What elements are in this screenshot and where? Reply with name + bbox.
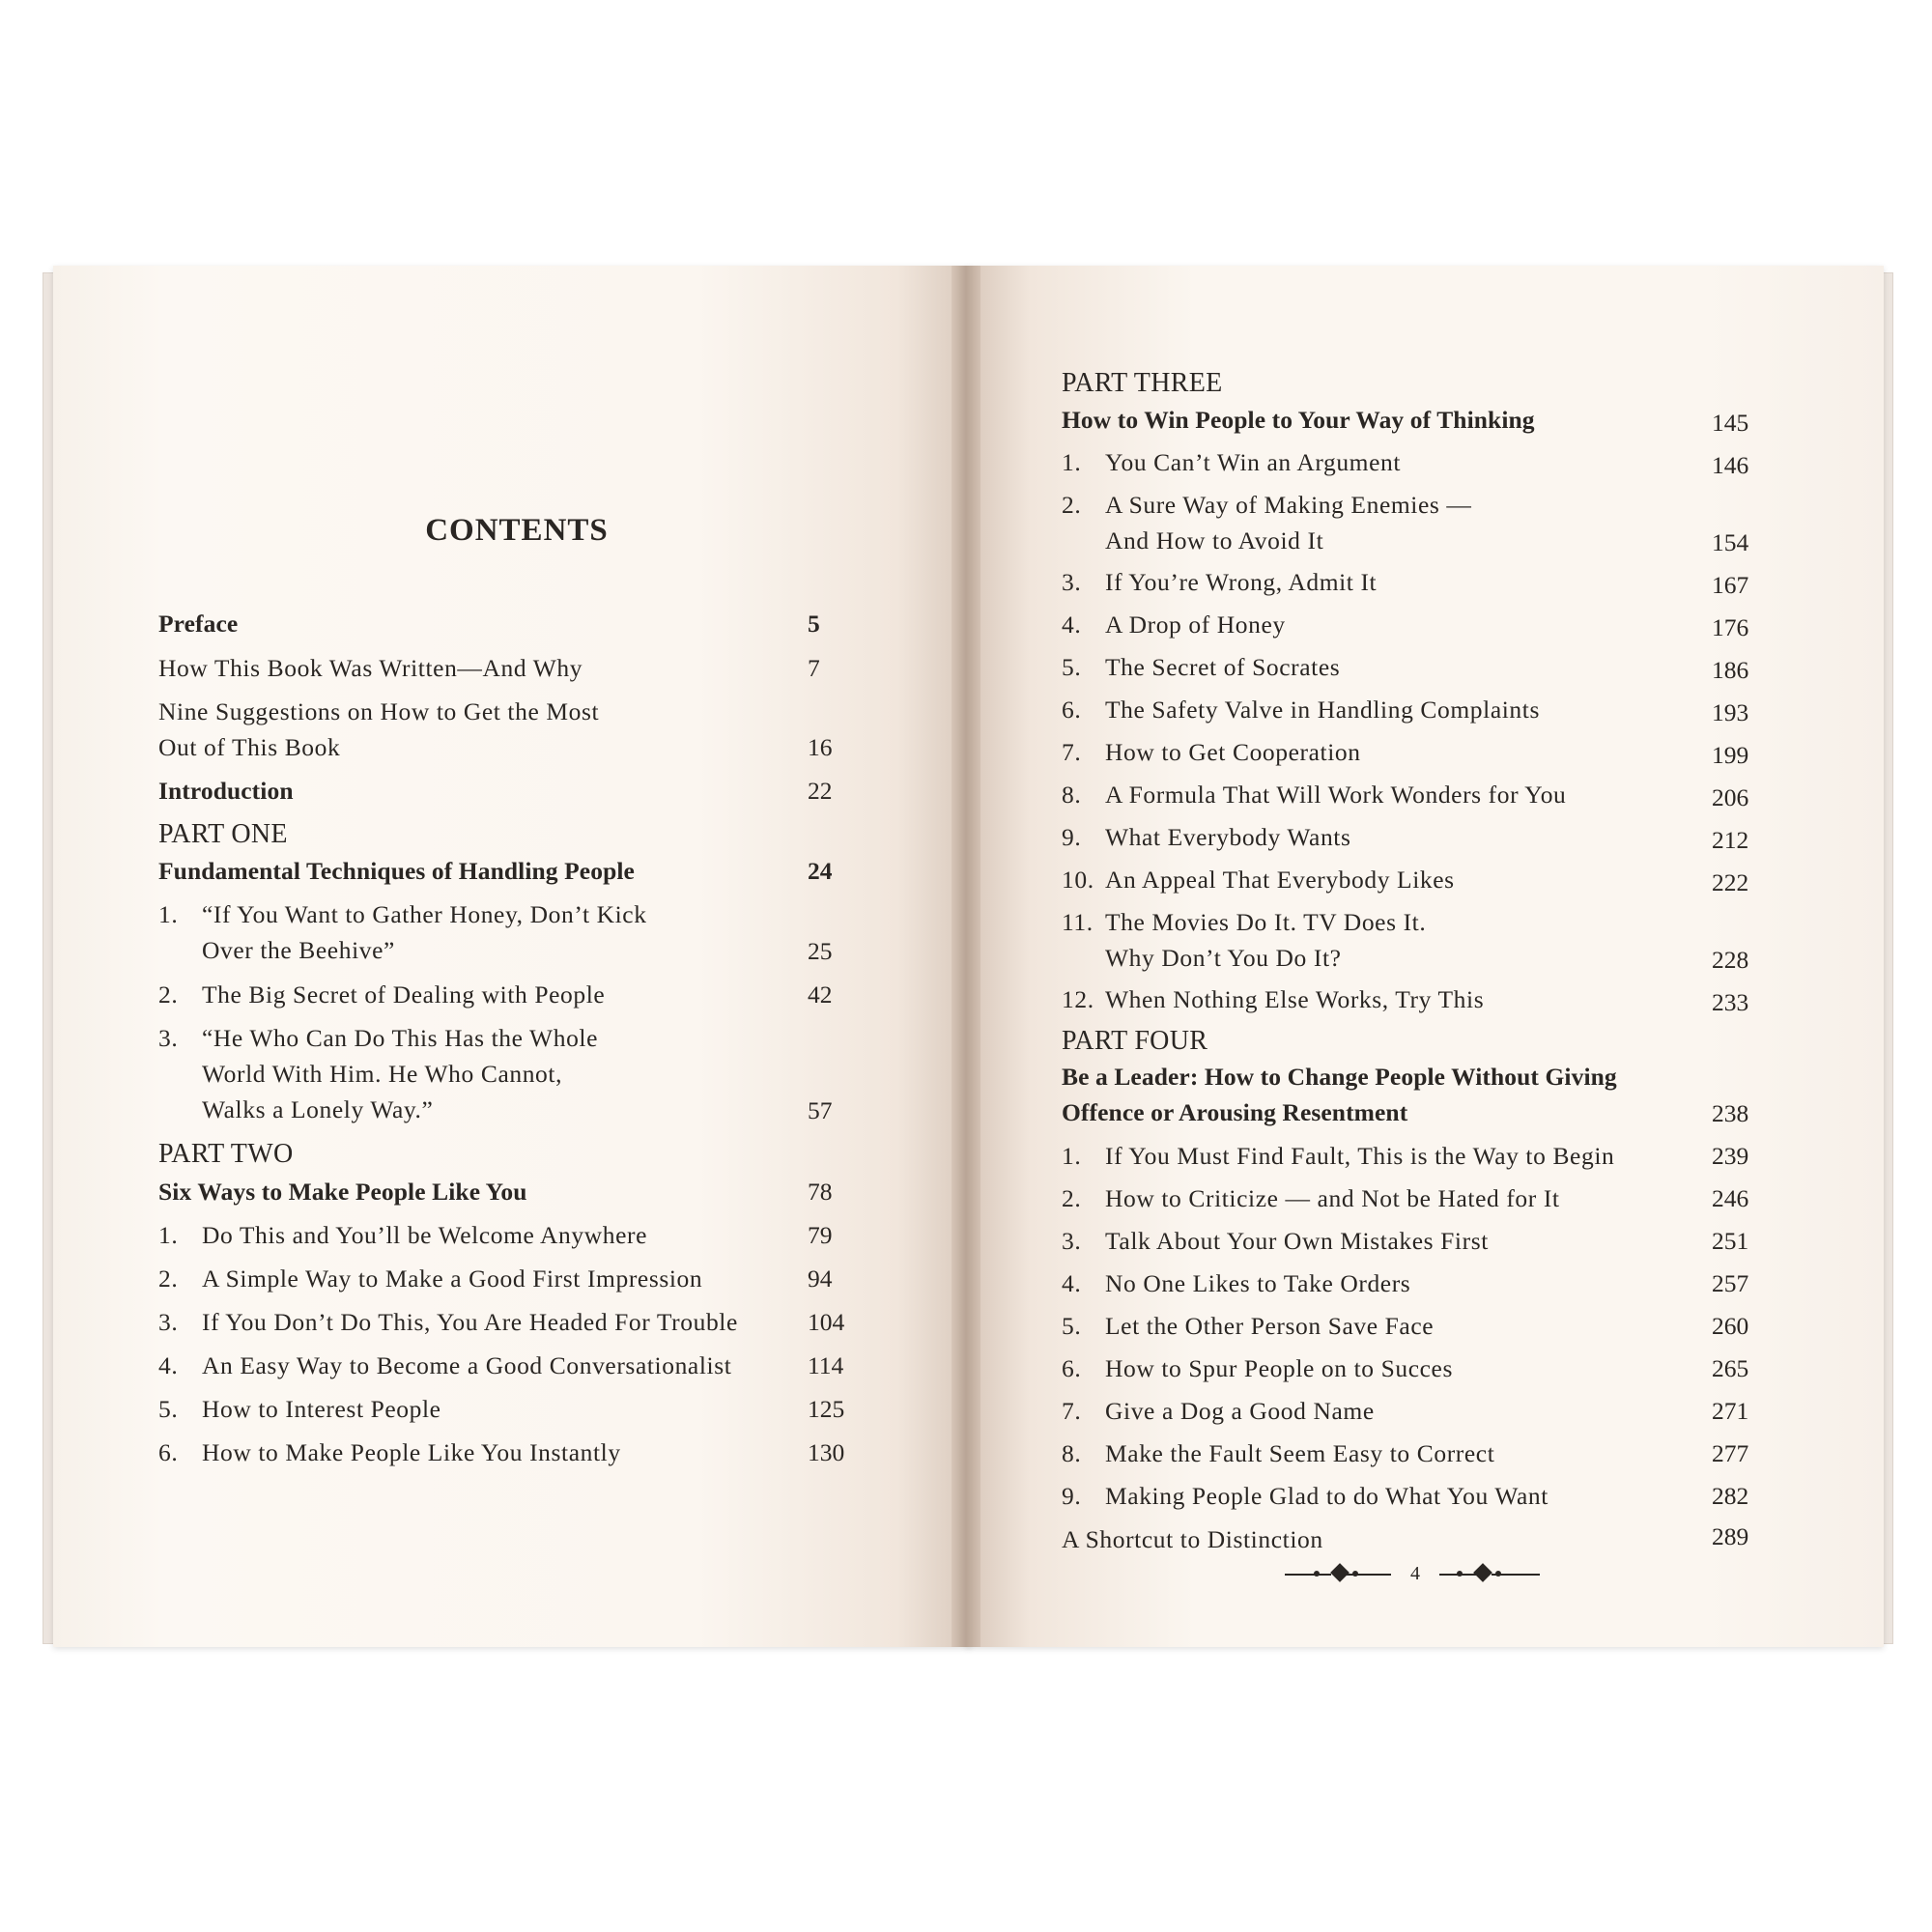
toc-entry [1062, 692, 1540, 727]
toc-page: 186 [1712, 656, 1749, 684]
toc-page: 199 [1712, 741, 1749, 769]
toc-title: If You Don’t Do This, You Are Headed For Trouble [202, 1308, 738, 1336]
toc-entry [1062, 1350, 1453, 1386]
part-label: PART THREE [1062, 368, 1223, 398]
toc-entry [158, 1020, 598, 1127]
toc-title-line: Offence or Arousing Resentment [1062, 1098, 1408, 1126]
toc-title: An Appeal That Everybody Likes [1105, 866, 1455, 894]
toc-title: You Can’t Win an Argument [1105, 448, 1402, 476]
toc-page: 233 [1712, 988, 1749, 1016]
toc-entry [158, 1348, 731, 1383]
toc-page: 57 [808, 1096, 833, 1124]
toc-page: 238 [1712, 1099, 1749, 1127]
toc-title: No One Likes to Take Orders [1105, 1269, 1411, 1297]
chapter-number: 7. [1062, 738, 1082, 766]
chapter-number: 5. [158, 1395, 179, 1423]
toc-title: Fundamental Techniques of Handling People [158, 857, 635, 885]
toc-page: 16 [808, 733, 833, 761]
toc-page: 206 [1712, 783, 1749, 811]
toc-title: When Nothing Else Works, Try This [1105, 985, 1485, 1013]
toc-entry [158, 650, 582, 686]
contents-heading: CONTENTS [425, 513, 609, 548]
chapter-number: 2. [158, 980, 179, 1009]
toc-entry [1062, 607, 1286, 642]
ornament-rule-icon [1285, 1574, 1331, 1576]
chapter-number: 7. [1062, 1397, 1082, 1425]
part-heading [1062, 1023, 1208, 1059]
chapter-number: 3. [1062, 1227, 1082, 1255]
chapter-number: 3. [1062, 568, 1082, 596]
toc-page: 79 [808, 1221, 833, 1249]
toc-page: 257 [1712, 1269, 1749, 1297]
toc-page: 42 [808, 980, 833, 1009]
chapter-number: 4. [158, 1351, 179, 1379]
toc-page: 277 [1712, 1439, 1749, 1467]
chapter-number: 4. [1062, 611, 1082, 639]
toc-entry [158, 1304, 738, 1340]
toc-entry [1062, 904, 1426, 976]
toc-page: 167 [1712, 571, 1749, 599]
toc-title: A Shortcut to Distinction [1062, 1525, 1323, 1553]
toc-title: How to Win People to Your Way of Thinking [1062, 406, 1535, 434]
toc-title-line: A Sure Way of Making Enemies — [1105, 491, 1472, 519]
part-title [1062, 1059, 1617, 1130]
toc-page: 228 [1712, 946, 1749, 974]
chapter-number: 12. [1062, 985, 1094, 1013]
chapter-number: 2. [1062, 491, 1082, 519]
toc-entry [1062, 1308, 1434, 1344]
toc-title: Make the Fault Seem Easy to Correct [1105, 1439, 1495, 1467]
toc-title: The Safety Valve in Handling Complaints [1105, 696, 1540, 724]
chapter-number: 4. [1062, 1269, 1082, 1297]
chapter-number: 1. [1062, 1142, 1082, 1170]
toc-title-line: Walks a Lonely Way.” [202, 1095, 434, 1123]
toc-page: 146 [1712, 451, 1749, 479]
toc-entry [158, 1391, 441, 1427]
toc-entry [158, 694, 599, 765]
toc-title: Introduction [158, 777, 294, 805]
toc-page: 289 [1712, 1522, 1749, 1550]
toc-page: 114 [808, 1351, 844, 1379]
toc-title: An Easy Way to Become a Good Conversationalist [202, 1351, 732, 1379]
toc-entry [1062, 487, 1472, 558]
toc-entry [1062, 1223, 1489, 1259]
chapter-number: 10. [1062, 866, 1094, 894]
toc-entry [1062, 734, 1361, 770]
toc-entry [158, 1217, 647, 1253]
part-title [158, 853, 635, 889]
toc-page: 260 [1712, 1312, 1749, 1340]
chapter-number: 1. [158, 900, 179, 928]
toc-title: How to Spur People on to Succes [1105, 1354, 1453, 1382]
book-gutter [952, 266, 980, 1647]
toc-entry [1062, 862, 1455, 897]
toc-title: If You’re Wrong, Admit It [1105, 568, 1378, 596]
toc-page: 212 [1712, 826, 1749, 854]
toc-entry-introduction [158, 773, 294, 809]
toc-entry [158, 977, 605, 1012]
toc-entry [158, 896, 647, 968]
toc-title: Talk About Your Own Mistakes First [1105, 1227, 1489, 1255]
toc-title: Do This and You’ll be Welcome Anywhere [202, 1221, 648, 1249]
toc-title-line: “If You Want to Gather Honey, Don’t Kick [202, 900, 647, 928]
toc-page: 154 [1712, 528, 1749, 556]
toc-title: The Secret of Socrates [1105, 653, 1341, 681]
ornament-dot-icon [1314, 1571, 1320, 1577]
toc-entry [1062, 1138, 1614, 1174]
toc-entry [1062, 1435, 1494, 1471]
part-label: PART ONE [158, 819, 288, 849]
toc-title: Making People Glad to do What You Want [1105, 1482, 1548, 1510]
toc-entry [1062, 1265, 1410, 1301]
toc-page: 104 [808, 1308, 845, 1336]
part-heading [158, 1136, 293, 1172]
toc-page: 24 [808, 857, 833, 885]
chapter-number: 8. [1062, 781, 1082, 809]
chapter-number: 2. [1062, 1184, 1082, 1212]
toc-page: 7 [808, 654, 820, 682]
toc-title: The Big Secret of Dealing with People [202, 980, 606, 1009]
toc-page: 251 [1712, 1227, 1749, 1255]
toc-entry [158, 1261, 702, 1296]
toc-entry [1062, 564, 1377, 600]
part-heading [158, 816, 288, 852]
ornament-rule-icon [1345, 1574, 1391, 1576]
toc-entry [1062, 777, 1566, 812]
toc-title: How to Interest People [202, 1395, 441, 1423]
toc-entry [1062, 981, 1484, 1017]
toc-page: 130 [808, 1438, 845, 1466]
toc-title-line: “He Who Can Do This Has the Whole [202, 1024, 599, 1052]
toc-title: If You Must Find Fault, This is the Way to Begin [1105, 1142, 1615, 1170]
toc-title: How This Book Was Written—And Why [158, 654, 583, 682]
chapter-number: 5. [1062, 653, 1082, 681]
chapter-number: 3. [158, 1024, 179, 1052]
toc-entry [1062, 1521, 1323, 1557]
toc-page: 246 [1712, 1184, 1749, 1212]
toc-page: 94 [808, 1264, 833, 1293]
toc-title-line: Be a Leader: How to Change People Without Giving [1062, 1063, 1617, 1091]
ornament-diamond-icon [1330, 1563, 1350, 1582]
toc-page: 176 [1712, 613, 1749, 641]
toc-entry [1062, 1393, 1375, 1429]
ornament-diamond-icon [1473, 1563, 1492, 1582]
toc-page: 25 [808, 937, 833, 965]
chapter-number: 1. [158, 1221, 179, 1249]
part-label: PART TWO [158, 1139, 294, 1169]
toc-page: 282 [1712, 1482, 1749, 1510]
toc-entry-preface [158, 606, 238, 641]
toc-page: 78 [808, 1178, 833, 1206]
page-number: 4 [1410, 1563, 1420, 1584]
toc-page: 145 [1712, 409, 1749, 437]
toc-title-line: Why Don’t You Do It? [1105, 944, 1342, 972]
ornament-dot-icon [1457, 1571, 1463, 1577]
chapter-number: 6. [1062, 696, 1082, 724]
toc-entry [1062, 649, 1340, 685]
chapter-number: 1. [1062, 448, 1082, 476]
ornament-rule-icon [1492, 1574, 1540, 1576]
part-heading [1062, 365, 1223, 401]
toc-title: A Drop of Honey [1105, 611, 1286, 639]
chapter-number: 8. [1062, 1439, 1082, 1467]
toc-title: Preface [158, 610, 239, 638]
page-footer-ornament [1285, 1559, 1546, 1588]
toc-title: Six Ways to Make People Like You [158, 1178, 527, 1206]
toc-title: How to Make People Like You Instantly [202, 1438, 621, 1466]
toc-title: Give a Dog a Good Name [1105, 1397, 1375, 1425]
toc-title-line: World With Him. He Who Cannot, [202, 1060, 563, 1088]
chapter-number: 2. [158, 1264, 179, 1293]
toc-title: A Formula That Will Work Wonders for You [1105, 781, 1567, 809]
toc-entry [158, 1435, 621, 1470]
toc-page: 222 [1712, 868, 1749, 896]
toc-title-line: Nine Suggestions on How to Get the Most [158, 697, 600, 725]
toc-title-line: And How to Avoid It [1105, 526, 1324, 554]
chapter-number: 6. [158, 1438, 179, 1466]
chapter-number: 6. [1062, 1354, 1082, 1382]
part-title [1062, 402, 1535, 438]
toc-entry [1062, 1478, 1548, 1514]
toc-title: How to Get Cooperation [1105, 738, 1361, 766]
toc-page: 5 [808, 610, 820, 638]
toc-entry [1062, 1180, 1560, 1216]
toc-page: 193 [1712, 698, 1749, 726]
toc-title-line: The Movies Do It. TV Does It. [1105, 908, 1427, 936]
chapter-number: 3. [158, 1308, 179, 1336]
part-title [158, 1174, 526, 1209]
toc-title: Let the Other Person Save Face [1105, 1312, 1435, 1340]
toc-title-line: Out of This Book [158, 733, 341, 761]
toc-title-line: Over the Beehive” [202, 936, 395, 964]
toc-entry [1062, 819, 1351, 855]
toc-title: What Everybody Wants [1105, 823, 1351, 851]
toc-page: 22 [808, 777, 833, 805]
chapter-number: 9. [1062, 823, 1082, 851]
toc-title: A Simple Way to Make a Good First Impression [202, 1264, 703, 1293]
toc-page: 271 [1712, 1397, 1749, 1425]
chapter-number: 9. [1062, 1482, 1082, 1510]
toc-page: 125 [808, 1395, 845, 1423]
chapter-number: 11. [1062, 908, 1094, 936]
toc-title: How to Criticize — and Not be Hated for It [1105, 1184, 1560, 1212]
toc-page: 239 [1712, 1142, 1749, 1170]
toc-entry [1062, 444, 1401, 480]
chapter-number: 5. [1062, 1312, 1082, 1340]
toc-page: 265 [1712, 1354, 1749, 1382]
part-label: PART FOUR [1062, 1026, 1208, 1056]
